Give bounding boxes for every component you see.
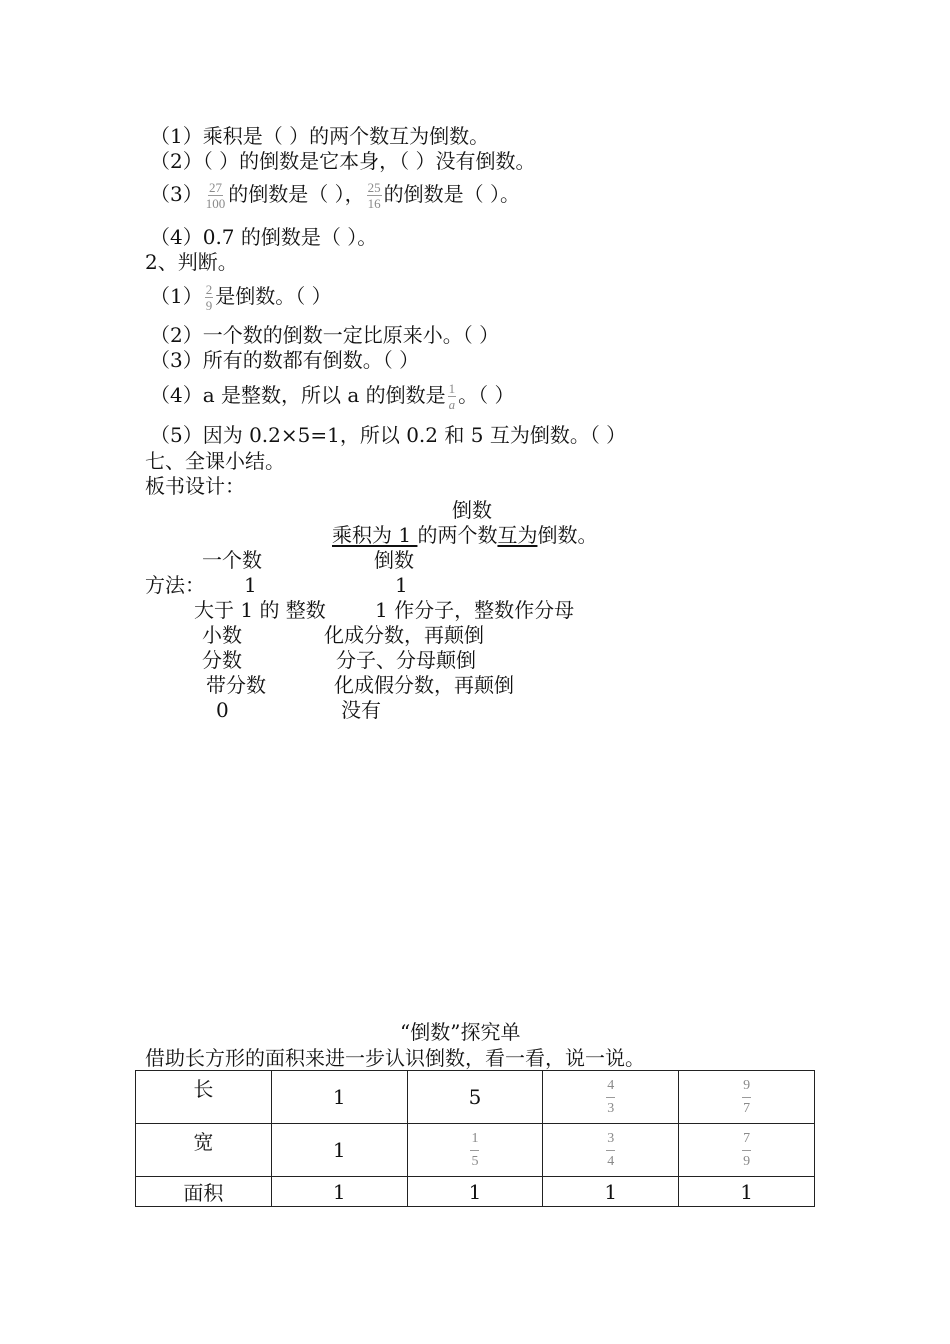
board-row-method: 没有 [341,698,381,722]
fraction-numerator: 3 [606,1128,615,1151]
judge-question-5: （5）因为 0.2×5=1，所以 0.2 和 5 互为倒数。（ ） [150,423,627,447]
row-label-length: 长 [136,1071,272,1124]
summary-heading: 七、全课小结。 [145,449,285,473]
fraction-denominator: 16 [367,196,381,211]
fill-question-2: （2）（ ）的倒数是它本身，（ ）没有倒数。 [150,149,536,173]
fraction-denominator: a [448,397,456,412]
column-header-reciprocal: 倒数 [374,548,414,572]
fill-question-3-prefix: （3） [150,182,203,206]
fraction-denominator: 9 [743,1153,751,1169]
table-row-length [136,1071,815,1124]
board-row-number: 大于 1 的 整数 [194,598,326,622]
row-label-area: 面积 [136,1177,272,1207]
fraction-numerator: 4 [606,1075,615,1098]
fraction-denominator: 3 [607,1100,615,1116]
length-cell [543,1071,679,1124]
area-cell: 1 [543,1177,679,1207]
judge-question-3: （3）所有的数都有倒数。（ ） [150,348,420,372]
definition-text-1: 的两个数 [417,523,498,547]
length-cell: 5 [407,1071,543,1124]
fraction-4-3 [606,1075,615,1120]
width-cell [679,1124,815,1177]
judge-heading: 2、判断。 [145,250,238,274]
area-cell: 1 [271,1177,407,1207]
fraction-numerator: 1 [470,1128,479,1151]
area-cell: 1 [679,1177,815,1207]
column-header-number: 一个数 [202,548,262,572]
judge-question-2: （2）一个数的倒数一定比原来小。（ ） [150,323,500,347]
judge-question-1-suffix: 是倒数。（ ） [215,284,332,308]
fraction-27-100 [205,180,227,211]
rectangle-area-table [135,1070,815,1207]
board-row-number: 1 [244,573,257,597]
fraction-denominator: 5 [471,1153,479,1169]
length-cell [679,1071,815,1124]
row-label-width: 宽 [136,1124,272,1177]
fraction-9-7 [742,1075,751,1120]
table-row-area [136,1177,815,1207]
fraction-1-a [448,381,457,412]
definition-underlined-2: 互为 [497,523,538,547]
fraction-3-4 [606,1128,615,1173]
width-cell: 1 [271,1124,407,1177]
fraction-numerator: 9 [742,1075,751,1098]
fraction-numerator: 25 [367,180,381,195]
board-row-number: 小数 [202,623,242,647]
board-row-number: 分数 [202,648,242,672]
board-row-method: 化成分数，再颠倒 [324,623,484,647]
fraction-denominator: 7 [743,1100,751,1116]
board-row-number: 0 [216,698,229,722]
fill-question-1: （1）乘积是（ ）的两个数互为倒数。 [150,124,490,148]
judge-question-4 [150,381,515,412]
width-cell [543,1124,679,1177]
board-row-method: 分子、分母颠倒 [336,648,476,672]
board-row-method: 1 作分子，整数作分母 [375,598,575,622]
board-row-method: 1 [395,573,408,597]
board-title: 倒数 [452,498,492,522]
length-cell: 1 [271,1071,407,1124]
fraction-25-16 [367,180,382,211]
definition-underlined-1: 乘积为 1 [332,523,418,547]
fraction-2-9 [205,282,214,313]
board-design-label: 板书设计： [145,474,245,498]
judge-question-1-prefix: （1） [150,284,203,308]
table-row-width [136,1124,815,1177]
fraction-numerator: 7 [742,1128,751,1151]
judge-question-1 [150,282,332,313]
fraction-numerator: 2 [205,282,213,297]
fill-question-3-suffix: 的倒数是（ ）。 [383,182,520,206]
fraction-numerator: 27 [208,180,222,195]
area-cell: 1 [407,1177,543,1207]
fraction-denominator: 9 [205,298,213,313]
fill-question-4: （4）0.7 的倒数是（ ）。 [150,225,378,249]
board-row-method: 化成假分数，再颠倒 [334,673,514,697]
fraction-1-5 [470,1128,479,1173]
fraction-denominator: 4 [607,1153,615,1169]
method-label: 方法： [145,573,205,597]
fraction-numerator: 1 [448,381,456,396]
board-row-number: 带分数 [206,673,266,697]
definition-text-2: 倒数。 [537,523,598,547]
width-cell [407,1124,543,1177]
worksheet-title: “倒数”探究单 [400,1020,521,1044]
judge-question-4-suffix: 。（ ） [458,383,515,407]
board-definition [332,522,597,548]
fraction-7-9 [742,1128,751,1173]
fraction-denominator: 100 [205,196,226,211]
judge-question-4-prefix: （4）a 是整数，所以 a 的倒数是 [150,383,446,407]
fill-question-3 [150,180,520,211]
fill-question-3-mid: 的倒数是（ ）， [228,182,365,206]
worksheet-instruction: 借助长方形的面积来进一步认识倒数，看一看，说一说。 [145,1046,645,1070]
